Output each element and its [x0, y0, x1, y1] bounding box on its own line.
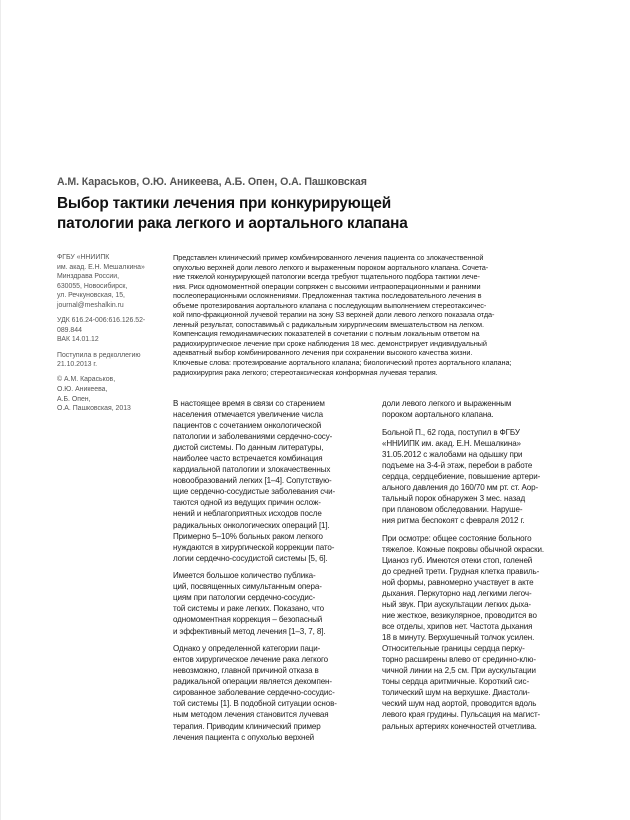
body-line: ций, посвященных симультанным опера-: [173, 582, 322, 592]
body-line: левого края грудины. Пульсация на магист-: [382, 710, 541, 720]
title-line: патологии рака легкого и аортального клапана: [57, 215, 408, 232]
body-line: сердца, сердцебиение, повышение артери-: [382, 471, 541, 481]
body-line: нений и неблагоприятных исходов после: [173, 509, 322, 519]
body-column-1: [173, 398, 377, 749]
copyright: [57, 375, 169, 413]
abstract-line: ние тяжелой конкурирующей патологии всегда требуют тщательного подбора тактики лече-: [173, 272, 480, 282]
body-line: наиболее часто встречается комбинация: [173, 454, 323, 464]
body-line: до средней трети. Грудная клетка правиль-: [382, 566, 540, 576]
body-line: лечения пациента с опухолью верхней: [173, 732, 315, 742]
received-date: [57, 351, 169, 370]
body-line: патологии и заболеваниями сердечно-сосу-: [173, 432, 333, 442]
body-line: подъеме на 3-4-й этаж, перебои в работе: [382, 460, 533, 470]
body-line: Примерно 5–10% больных раком легкого: [173, 531, 323, 541]
affiliation-line: Минздрава России,: [57, 273, 120, 281]
article-title: [57, 194, 477, 234]
body-line: тоны сердца аритмичные. Короткий сис-: [382, 677, 530, 687]
body-paragraph: [382, 427, 586, 526]
affiliation-line: ФГБУ «ННИИПК: [57, 254, 110, 261]
body-line: «ННИИПК им. акад. Е.Н. Мешалкина»: [382, 438, 521, 448]
abstract-line: Представлен клинический пример комбинированного лечения пациента со злокачественной: [173, 253, 484, 262]
body-line: той системы [1]. В подобной ситуации основ-: [173, 699, 337, 709]
body-line: 18 в минуту. Верхушечный толчок усилен.: [382, 633, 535, 643]
body-line: нуждаются в хирургической коррекции пато-: [173, 542, 335, 552]
copyright-line: © А.М. Караськов,: [57, 376, 116, 384]
body-line: ной формы, равномерно участвует в акте: [382, 577, 534, 587]
body-line: сированное заболевание сердечно-сосудис-: [173, 688, 335, 698]
abstract-line: опухолью верхней доли левого легкого и выраженным пороком аортального клапана. Сочета-: [173, 262, 489, 272]
body-line: При осмотре: общее состояние больного: [382, 533, 532, 543]
body-paragraph: [173, 570, 377, 636]
body-line: той системы и раке легких. Показано, что: [173, 604, 324, 614]
abstract-line: радиохирургическое лечение при сроке наблюдения 18 мес. демонстрирует индивидуальный: [173, 338, 487, 348]
body-line: при плановом обследовании. Наруше-: [382, 505, 523, 515]
body-line: циям при патологии сердечно-сосудис-: [173, 593, 316, 603]
classification-codes: [57, 316, 169, 345]
body-line: населения отмечается увеличение числа: [173, 410, 324, 420]
body-line: ального давления до 160/70 мм рт. ст. Аор-: [382, 482, 539, 492]
body-column-2: [382, 398, 586, 738]
received-line: Поступила в редколлегию: [57, 351, 141, 359]
body-line: пациентов с сочетанием онкологической: [173, 421, 322, 431]
body-line: щие сердечно-сосудистые заболевания счи-: [173, 487, 336, 497]
body-line: терапия. Приводим клинический пример: [173, 721, 321, 731]
body-line: торно расширены влево от срединно-клю-: [382, 655, 536, 665]
keywords-line: радиохирургия рака легкого; стереотаксическая конформная лучевая терапия.: [173, 367, 438, 377]
body-paragraph: [173, 643, 377, 742]
body-line: радикальных онкологических операций [1].: [173, 520, 330, 530]
body-line: радикальной операции является декомпен-: [173, 677, 332, 687]
body-line: доли левого легкого и выраженным: [382, 399, 512, 408]
body-line: новообразований легких [1–4]. Сопутствую-: [173, 476, 332, 486]
body-paragraph: [382, 533, 586, 732]
affiliation-line: ул. Речкуновская, 15,: [57, 292, 125, 300]
udk-line: УДК 616.24-006:616.126.52-: [57, 317, 146, 325]
body-line: дистой системы. По данным литературы,: [173, 443, 324, 453]
abstract: [173, 253, 583, 377]
body-line: таются одной из ведущих причин ослож-: [173, 498, 321, 508]
body-line: Относительные границы сердца перку-: [382, 644, 525, 654]
abstract-line: ния. Риск одномоментной операции сопряжен с высокими интраоперационными и ранними: [173, 281, 481, 291]
body-line: пороком аортального клапана.: [382, 410, 494, 420]
body-line: ральных артериях конечностей отчетлива.: [382, 721, 537, 731]
affiliation-line: 630055, Новосибирск,: [57, 282, 128, 290]
udk-line: 089.844: [57, 326, 82, 334]
abstract-line: ленный результат, сопоставимый с радикальным хирургическим вмешательством на легком.: [173, 319, 484, 329]
title-line: Выбор тактики лечения при конкурирующей: [57, 195, 392, 212]
affiliation-email: journal@meshalkin.ru: [57, 301, 124, 309]
body-paragraph: [382, 398, 586, 420]
article-metadata-sidebar: [57, 253, 169, 419]
body-line: одномоментная коррекция – безопасный: [173, 615, 323, 625]
body-line: ние жесткое, везикулярное, проводится во: [382, 611, 537, 621]
body-line: Имеется большое количество публика-: [173, 571, 316, 581]
abstract-line: Компенсация гемодинамических показателей в сочетании с полным локальным ответом на: [173, 329, 480, 339]
body-line: ния ритма беспокоят с февраля 2012 г.: [382, 516, 525, 526]
abstract-line: адекватный выбор комбинированного лечения при сохранении высокого качества жизни.: [173, 348, 473, 358]
received-line: 21.10.2013 г.: [57, 361, 97, 369]
body-line: ентов хирургическое лечение рака легкого: [173, 655, 328, 665]
body-line: В настоящее время в связи со старением: [173, 399, 325, 408]
copyright-line: А.Б. Опен,: [57, 395, 91, 403]
affiliation-line: им. акад. Е.Н. Мешалкина»: [57, 263, 145, 271]
body-line: кардиальной патологии и злокачественных: [173, 465, 331, 475]
keywords-line: Ключевые слова: протезирование аортального клапана; биологический протез аортального клапана;: [173, 358, 512, 368]
body-line: Больной П., 62 года, поступил в ФГБУ: [382, 427, 520, 437]
body-line: 31.05.2012 с жалобами на одышку при: [382, 449, 523, 459]
body-line: тяжелое. Кожные покровы обычной окраски.: [382, 544, 544, 554]
body-line: Цианоз губ. Имеются отеки стоп, голеней: [382, 555, 533, 565]
abstract-line: объеме протезирования аортального клапана с последующим выполнением стереотаксичес-: [173, 300, 487, 310]
body-line: толический шум на верхушке. Диастоли-: [382, 688, 530, 698]
body-line: ным методом лечения становится лучевая: [173, 710, 329, 720]
body-line: невозможно, главной причиной отказа в: [173, 666, 319, 676]
copyright-line: О.А. Пашковская, 2013: [57, 405, 131, 413]
abstract-line: послеоперационными осложнениями. Предложенная тактика последовательного лечения в: [173, 291, 482, 301]
vak-line: ВАК 14.01.12: [57, 336, 99, 344]
copyright-line: О.Ю. Аникеева,: [57, 385, 108, 393]
body-line: и эффективный метод лечения [1–3, 7, 8].: [173, 626, 326, 636]
body-line: чичной линии на 2,5 см. При аускультации: [382, 666, 536, 676]
page-edge-divider: [0, 0, 1, 820]
body-line: тальный порок обнаружен 3 мес. назад: [382, 493, 526, 503]
article-authors: А.М. Караськов, О.Ю. Аникеева, А.Б. Опен, О.А. Пашковская: [57, 176, 367, 188]
body-paragraph: [173, 398, 377, 564]
abstract-line: кой гипо-фракционной лучевой терапии на зону S3 верхней доли левого легкого показала отда-: [173, 310, 495, 320]
body-line: Однако у определенной категории паци-: [173, 644, 321, 654]
body-line: логии сердечно-сосудистой системы [5, 6].: [173, 553, 328, 563]
body-line: ный звук. При аускультации легких дыха-: [382, 599, 531, 609]
affiliation: [57, 253, 169, 311]
body-line: ческий шум над аортой, проводится вдоль: [382, 699, 537, 709]
body-line: дыхания. Перкуторно над легкими легоч-: [382, 588, 532, 598]
body-line: все отделы, хрипов нет. Частота дыхания: [382, 622, 533, 632]
